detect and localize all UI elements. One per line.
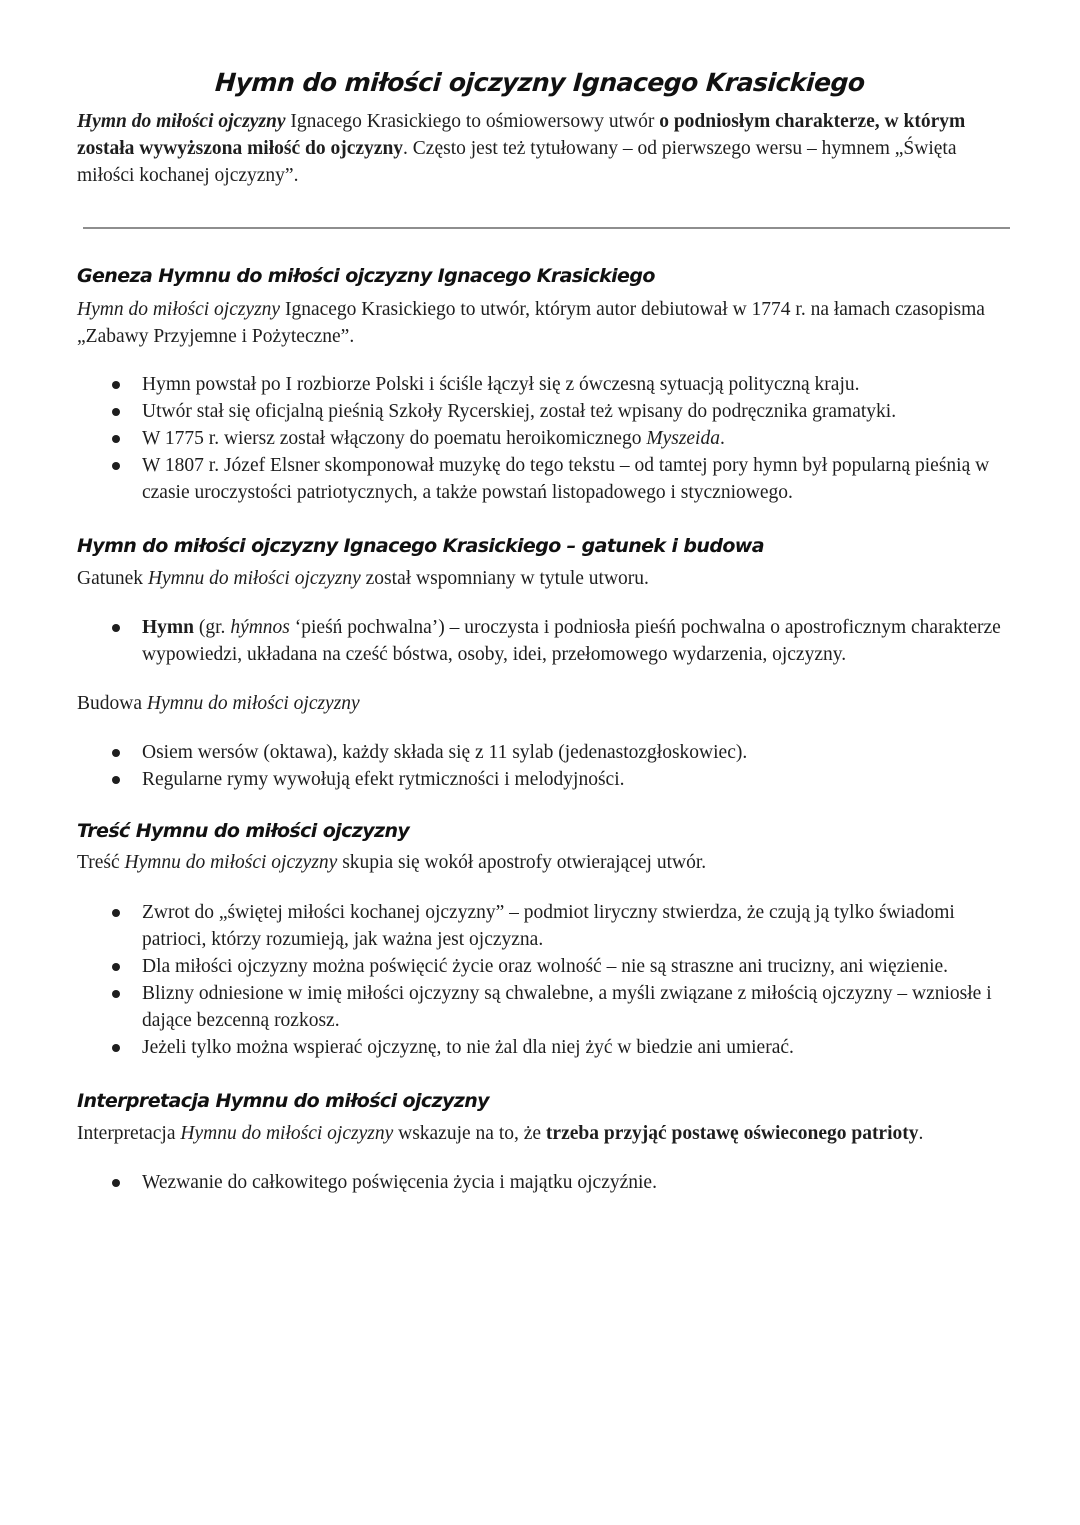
list-item <box>108 739 1018 766</box>
bullet-list-interpretacja <box>108 1169 1018 1196</box>
paragraph-text: Treść <box>77 852 125 873</box>
section-heading-gatunek: Hymn do miłości ojczyzny Ignacego Krasickiego – gatunek i budowa <box>77 535 764 557</box>
paragraph-text: Gatunek <box>77 568 148 589</box>
paragraph-emphasis: trzeba przyjąć postawę oświeconego patrioty <box>545 1123 919 1144</box>
bullet-icon <box>112 624 120 632</box>
intro-text-end: . Często jest też tytułowany – od pierwszego wersu – hymnem „Święta miłości kochanej ojczyzny”. <box>77 138 957 186</box>
document-title: Hymn do miłości ojczyzny Ignacego Krasickiego <box>214 68 866 97</box>
list-item-text: Hymn powstał po I rozbiorze Polski i ściśle łączył się z ówczesną sytuacją polityczną kraju. <box>142 374 860 395</box>
bullet-list-genre <box>108 614 1018 668</box>
list-item <box>108 398 1018 425</box>
bullet-icon <box>112 408 120 416</box>
term-bold: Hymn <box>142 617 195 638</box>
list-item <box>108 980 1018 1034</box>
work-title-italic: Hymnu do miłości ojczyzny <box>124 852 338 873</box>
intro-text: Ignacego Krasickiego to ośmiowersowy utwór <box>285 111 660 132</box>
paragraph-text-end: . <box>918 1123 924 1144</box>
list-item-text: (gr. <box>194 617 231 638</box>
bullet-icon <box>112 990 120 998</box>
paragraph-text-end: skupia się wokół apostrofy otwierającej utwór. <box>337 852 707 873</box>
section-heading-interpretacja: Interpretacja Hymnu do miłości ojczyzny <box>77 1090 489 1112</box>
work-title-italic: Hymnu do miłości ojczyzny <box>147 568 361 589</box>
intro-emphasis: o podniosłym charakterze, w którym została wywyższona miłość do ojczyzny <box>77 111 966 159</box>
bullet-list-structure <box>108 739 1018 793</box>
bullet-list-geneza <box>108 371 1018 506</box>
list-item-text: Zwrot do „świętej miłości kochanej ojczyzny” – podmiot liryczny stwierdza, że czują ją tylko świadomi patrioci, którzy rozumieją, jak ważna jest ojczyzna. <box>142 902 955 950</box>
list-item <box>108 1169 1018 1196</box>
list-item-text-end: . <box>719 428 725 449</box>
paragraph-text: Interpretacja <box>77 1123 181 1144</box>
list-item-text: W 1807 r. Józef Elsner skomponował muzykę do tego tekstu – od tamtej pory hymn był popularną pieśnią w czasie uroczystości patriotycznych, a także powstań listopadowego i styczniowego. <box>142 455 990 503</box>
bullet-icon <box>112 776 120 784</box>
section-paragraph-geneza <box>77 296 1017 350</box>
list-item-text: Blizny odniesione w imię miłości ojczyzny są chwalebne, a myśli związane z miłością ojczyzny – wzniosłe i dające bezcenną rozkosz. <box>142 983 992 1031</box>
paragraph-text-middle: wskazuje na to, że <box>393 1123 546 1144</box>
list-item-italic: Myszeida <box>646 428 720 449</box>
paragraph-text: Budowa <box>77 693 147 714</box>
list-item-text: Osiem wersów (oktawa), każdy składa się z 11 sylab (jedenastozgłoskowiec). <box>142 742 748 763</box>
bullet-icon <box>112 462 120 470</box>
section-heading-geneza: Geneza Hymnu do miłości ojczyzny Ignacego Krasickiego <box>77 265 655 287</box>
work-title-italic: Hymnu do miłości ojczyzny <box>146 693 360 714</box>
intro-paragraph <box>77 108 1017 189</box>
list-item <box>108 953 1018 980</box>
bullet-icon <box>112 1179 120 1187</box>
bullet-icon <box>112 1044 120 1052</box>
paragraph-text: Ignacego Krasickiego to utwór, którym autor debiutował w 1774 r. na łamach czasopisma „Zabawy Przyjemne i Pożyteczne”. <box>77 299 985 347</box>
section-paragraph-gatunek <box>77 565 1017 592</box>
intro-work-title: Hymn do miłości ojczyzny <box>77 111 286 132</box>
work-title-italic: Hymn do miłości ojczyzny <box>77 299 281 320</box>
bullet-icon <box>112 435 120 443</box>
paragraph-text-end: został wspomniany w tytule utworu. <box>360 568 649 589</box>
work-title-italic: Hymnu do miłości ojczyzny <box>180 1123 394 1144</box>
list-item-text: W 1775 r. wiersz został włączony do poematu heroikomicznego <box>142 428 647 449</box>
structure-paragraph <box>77 690 1017 717</box>
list-item <box>108 425 1018 452</box>
list-item <box>108 1034 1018 1061</box>
list-item-text: Dla miłości ojczyzny można poświęcić życie oraz wolność – nie są straszne ani trucizny, ani więzienie. <box>142 956 949 977</box>
bullet-list-tresc <box>108 899 1018 1061</box>
section-heading-tresc: Treść Hymnu do miłości ojczyzny <box>77 820 410 842</box>
bullet-icon <box>112 749 120 757</box>
list-item <box>108 766 1018 793</box>
horizontal-divider <box>83 227 1010 229</box>
bullet-icon <box>112 963 120 971</box>
list-item <box>108 614 1018 668</box>
section-paragraph-interpretacja <box>77 1120 1017 1147</box>
list-item-text-end: ‘pieśń pochwalna’) – uroczysta i podniosła pieśń pochwalna o apostroficznym charakterze wypowiedzi, układana na cześć bóstwa, osoby, idei, przełomowego wydarzenia, ojczyzny. <box>142 617 1001 665</box>
list-item <box>108 899 1018 953</box>
list-item <box>108 452 1018 506</box>
list-item-text: Utwór stał się oficjalną pieśnią Szkoły Rycerskiej, został też wpisany do podręcznika gramatyki. <box>142 401 897 422</box>
list-item-text: Jeżeli tylko można wspierać ojczyznę, to nie żal dla niej żyć w biedzie ani umierać. <box>142 1037 794 1058</box>
list-item <box>108 371 1018 398</box>
term-greek-italic: hýmnos <box>230 617 290 638</box>
list-item-text: Wezwanie do całkowitego poświęcenia życia i majątku ojczyźnie. <box>142 1172 657 1193</box>
section-paragraph-tresc <box>77 849 1017 876</box>
list-item-text: Regularne rymy wywołują efekt rytmiczności i melodyjności. <box>142 769 625 790</box>
bullet-icon <box>112 909 120 917</box>
bullet-icon <box>112 381 120 389</box>
